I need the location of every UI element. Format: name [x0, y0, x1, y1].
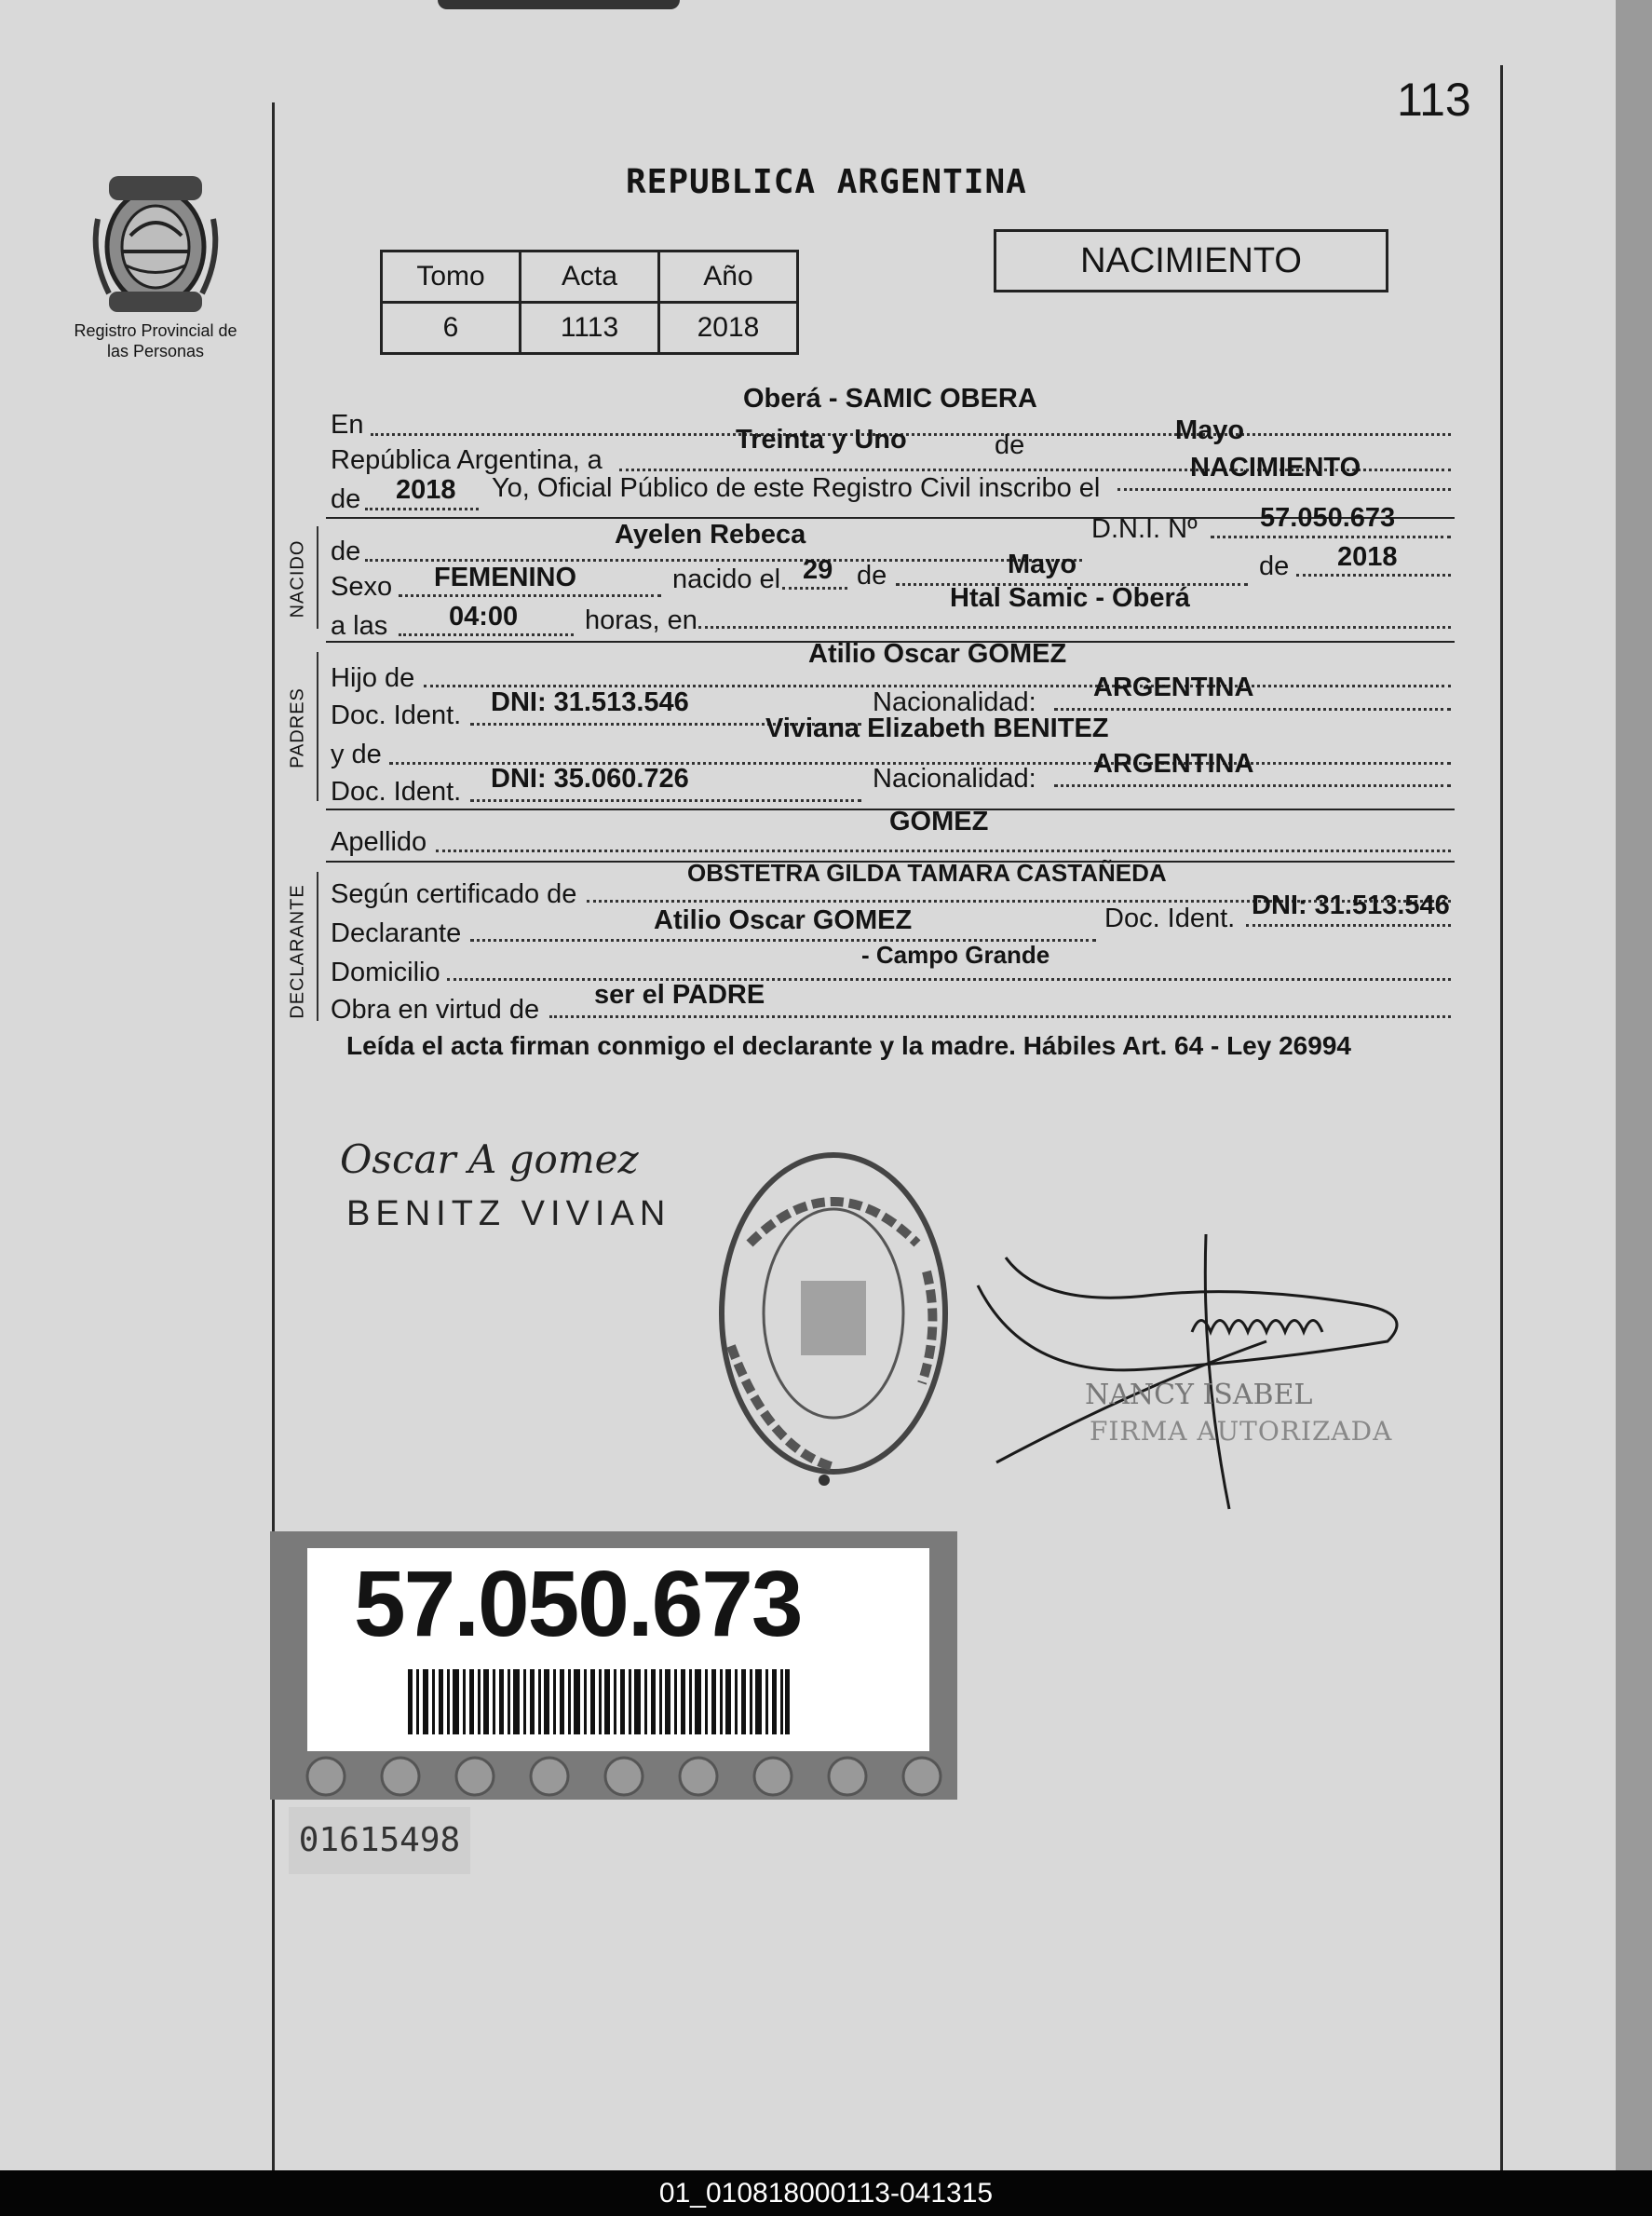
dotted-line [1246, 924, 1451, 927]
table-cell: 6 [382, 303, 521, 354]
birth-day: 29 [803, 555, 833, 585]
de-label: de [331, 537, 361, 566]
sexo-label: Sexo [331, 572, 393, 602]
page-edge-shadow [1616, 0, 1652, 2170]
official-name: NANCY ISABEL [1085, 1379, 1313, 1411]
de-label: de [995, 430, 1025, 460]
domicile: - Campo Grande [861, 941, 1050, 969]
apellido-label: Apellido [331, 827, 427, 857]
registry-name: Registro Provincial de las Personas [74, 321, 237, 360]
act-year: 2018 [396, 475, 456, 505]
dotted-line [1296, 574, 1451, 577]
declarant-name: Atilio Oscar GOMEZ [654, 905, 913, 935]
table-header: Año [659, 252, 798, 303]
dni-label: D.N.I. Nº [1091, 514, 1198, 544]
mother-signature: BENITZ VIVIAN [346, 1194, 671, 1233]
footer-id: 01_010818000113-041315 [0, 2170, 1652, 2216]
newborn-name: Ayelen Rebeca [615, 520, 806, 550]
dotted-line [549, 1015, 1451, 1018]
inscribo-text: Yo, Oficial Público de este Registro Civil inscribo el [492, 473, 1101, 503]
firma-autorizada: FIRMA AUTORIZADA [1090, 1416, 1393, 1447]
tomo-acta-ano-table [380, 250, 799, 355]
father-doc: DNI: 31.513.546 [491, 687, 689, 717]
dotted-line [1117, 488, 1451, 491]
table-cell: 2018 [659, 303, 798, 354]
inscribed-type: NACIMIENTO [1190, 453, 1361, 483]
dotted-line [365, 508, 479, 510]
dotted-line [470, 799, 861, 802]
nacido-label: nacido el [672, 564, 781, 594]
stamp-number: 57.050.673 [354, 1552, 802, 1656]
nacionalidad-label: Nacionalidad: [873, 764, 1036, 794]
dotted-line [698, 626, 1451, 629]
obra-label: Obra en virtud de [331, 995, 540, 1025]
dotted-line [436, 850, 1451, 852]
birth-month: Mayo [1008, 550, 1077, 579]
section-bar [317, 652, 318, 801]
hijo-label: Hijo de [331, 663, 415, 693]
misiones-emblem-icon [88, 163, 223, 317]
republica-label: República Argentina, a [331, 445, 603, 475]
newborn-dni: 57.050.673 [1260, 503, 1396, 533]
barcode-icon [408, 1669, 790, 1734]
dotted-line [365, 559, 1082, 562]
mother-nationality: ARGENTINA [1093, 749, 1254, 779]
table-header: Tomo [382, 252, 521, 303]
birth-place: Htal Samic - Oberá [950, 583, 1190, 613]
doc-label: Doc. Ident. [331, 777, 462, 807]
birth-time: 04:00 [449, 602, 519, 632]
table-cell: 1113 [521, 303, 659, 354]
section-label-nacido: NACIDO [287, 539, 308, 619]
mother-doc: DNI: 35.060.726 [491, 764, 689, 794]
section-bar [317, 872, 318, 1021]
nacionalidad-label: Nacionalidad: [873, 687, 1036, 717]
father-signature: Oscar A gomez [340, 1136, 639, 1182]
certificado-label: Según certificado de [331, 879, 577, 909]
birth-year: 2018 [1337, 542, 1398, 572]
de-label: de [331, 484, 361, 514]
declarante-label: Declarante [331, 918, 462, 948]
official-seal-icon [694, 1132, 982, 1504]
act-month: Mayo [1175, 415, 1245, 445]
dotted-line [1054, 784, 1451, 787]
newborn-sex: FEMENINO [434, 563, 577, 592]
binding-mark [438, 0, 680, 9]
control-number: 01615498 [289, 1807, 470, 1874]
section-label-declarante: DECLARANTE [287, 884, 308, 1019]
father-nationality: ARGENTINA [1093, 673, 1254, 702]
table-header: Acta [521, 252, 659, 303]
page-number: 113 [1397, 74, 1471, 126]
dotted-line [1054, 708, 1451, 711]
dotted-line [1211, 536, 1451, 538]
alas-label: a las [331, 611, 388, 641]
section-label-padres: PADRES [287, 687, 308, 768]
declarant-doc: DNI: 31.513.546 [1252, 890, 1450, 920]
surname: GOMEZ [889, 807, 989, 836]
section-bar [317, 526, 318, 629]
mother-name: Viviana Elizabeth BENITEZ [765, 714, 1109, 743]
closing-text: Leída el acta firman conmigo el declarante y la madre. Hábiles Art. 64 - Ley 26994 [346, 1031, 1351, 1060]
de-label: de [857, 561, 887, 591]
dotted-line [782, 587, 847, 590]
dotted-line [371, 433, 1451, 436]
act-day: Treinta y Uno [736, 425, 907, 455]
father-name: Atilio Oscar GOMEZ [808, 639, 1067, 669]
doc-label: Doc. Ident. [1104, 904, 1236, 933]
left-margin-line [272, 102, 275, 2170]
dotted-line [399, 633, 574, 636]
doc-label: Doc. Ident. [331, 700, 462, 730]
document-title: REPUBLICA ARGENTINA [626, 163, 1027, 201]
record-type-box: NACIMIENTO [994, 229, 1388, 292]
right-margin-line [1500, 65, 1503, 2170]
stamp-pattern-icon [270, 1753, 957, 1800]
horas-label: horas, en [585, 605, 697, 635]
en-label: En [331, 410, 364, 440]
declarant-capacity: ser el PADRE [594, 980, 765, 1010]
dotted-line [399, 594, 661, 597]
domicilio-label: Domicilio [331, 958, 440, 987]
certificate-issuer: OBSTETRA GILDA TAMARA CASTAÑEDA [687, 859, 1167, 887]
registry-place: Oberá - SAMIC OBERA [743, 384, 1037, 414]
de-label: de [1259, 551, 1290, 581]
yde-label: y de [331, 740, 382, 769]
